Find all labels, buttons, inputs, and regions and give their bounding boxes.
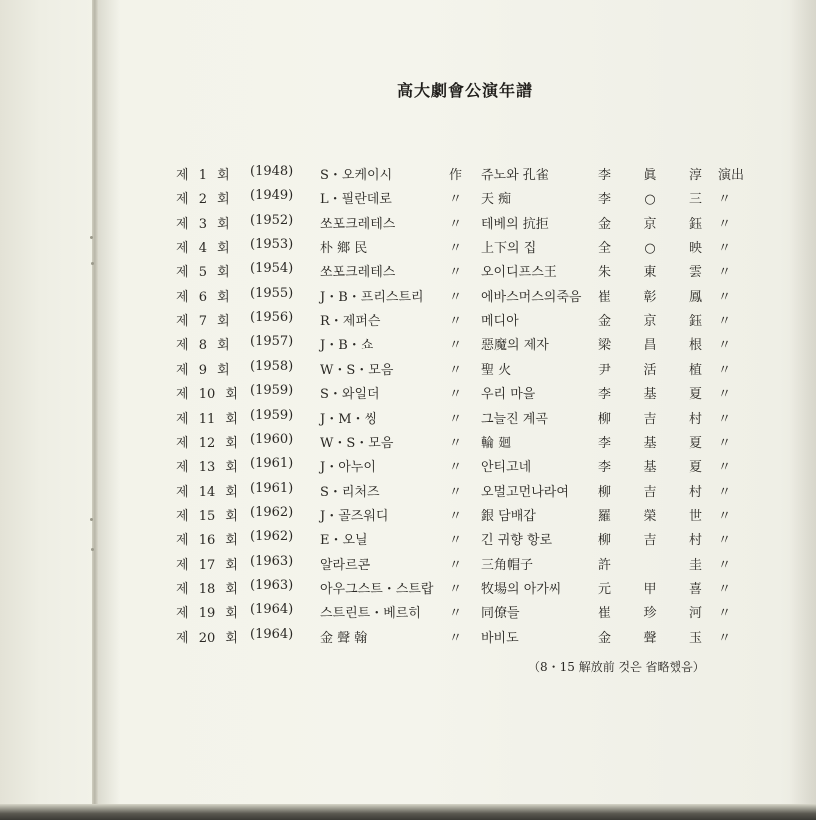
table-row (0, 286, 816, 310)
row-author: W・S・모음 (320, 362, 394, 378)
row-role: 〃 (718, 508, 732, 524)
row-role: 〃 (718, 533, 732, 549)
row-director: 李 眞 淳 (598, 168, 702, 183)
row-author: S・오케이시 (320, 168, 393, 183)
row-director: 柳 吉 村 (598, 484, 702, 500)
row-author: R・제퍼슨 (320, 314, 381, 330)
row-play-title: 輪 廻 (481, 435, 512, 451)
row-play-title: 긴 귀향 항로 (481, 533, 553, 549)
row-number: 제 3 회 (176, 216, 230, 232)
row-play-title: 牧場의 아가씨 (481, 581, 562, 597)
row-ditto-mark: 〃 (449, 362, 463, 378)
row-ditto-mark: 〃 (449, 265, 463, 281)
row-year: (1964) (250, 602, 294, 618)
row-director: 柳 吉 村 (598, 411, 702, 427)
row-year: (1961) (250, 480, 294, 496)
page-edge-bottom (0, 804, 816, 820)
row-year: (1954) (250, 261, 294, 277)
table-row (0, 578, 816, 602)
row-number: 제 15 회 (176, 508, 238, 524)
row-number: 제 13 회 (176, 460, 238, 476)
row-ditto-mark: 〃 (449, 557, 463, 573)
row-ditto-mark: 〃 (449, 630, 463, 646)
row-number: 제 9 회 (176, 362, 230, 378)
row-director: 李 ○ 三 (598, 192, 702, 208)
row-play-title: 惡魔의 제자 (481, 338, 549, 354)
row-role: 〃 (718, 265, 732, 281)
row-director: 元 甲 喜 (598, 581, 702, 597)
row-ditto-mark: 〃 (449, 435, 463, 451)
row-number: 제 12 회 (176, 435, 238, 451)
row-year: (1963) (250, 553, 294, 569)
row-role: 〃 (718, 241, 732, 257)
row-director: 許 圭 (598, 557, 702, 573)
table-row (0, 237, 816, 261)
row-ditto-mark: 〃 (449, 387, 463, 403)
row-year: (1952) (250, 212, 294, 228)
row-author: J・B・프리스트리 (320, 289, 424, 305)
row-author: J・M・씽 (320, 411, 378, 427)
row-number: 제 7 회 (176, 314, 230, 330)
table-row (0, 164, 816, 188)
row-year: (1962) (250, 504, 294, 520)
row-number: 제 8 회 (176, 338, 230, 354)
row-director: 金 京 鈺 (598, 216, 702, 232)
table-row (0, 334, 816, 358)
footnote: （8・15 解放前 것은 省略했음） (528, 660, 705, 674)
row-ditto-mark: 〃 (449, 338, 463, 354)
row-director: 梁 昌 根 (598, 338, 702, 354)
row-ditto-mark: 〃 (449, 581, 463, 597)
row-author: E・오닐 (320, 533, 368, 549)
row-author: J・아누이 (320, 460, 376, 476)
row-role: 〃 (718, 630, 732, 646)
row-director: 全 ○ 映 (598, 241, 702, 257)
row-number: 제 19 회 (176, 606, 238, 622)
row-year: (1961) (250, 456, 294, 472)
row-number: 제 6 회 (176, 289, 230, 305)
row-director: 金 聲 玉 (598, 630, 702, 646)
row-role: 〃 (718, 557, 732, 573)
row-role: 〃 (718, 435, 732, 451)
row-author: 쏘포크레테스 (320, 216, 396, 232)
row-ditto-mark: 〃 (449, 508, 463, 524)
row-director: 李 基 夏 (598, 387, 702, 403)
row-play-title: 聖 火 (481, 362, 512, 378)
table-row (0, 261, 816, 285)
row-play-title: 쥬노와 孔雀 (481, 168, 549, 183)
row-ditto-mark: 〃 (449, 606, 463, 622)
row-author: 金 聲 翰 (320, 630, 368, 646)
row-role: 〃 (718, 411, 732, 427)
row-number: 제 14 회 (176, 484, 238, 500)
row-number: 제 2 회 (176, 192, 230, 208)
table-row (0, 505, 816, 529)
row-play-title: 오멀고먼나라여 (481, 484, 569, 500)
table-row (0, 432, 816, 456)
row-ditto-mark: 〃 (449, 192, 463, 208)
row-ditto-mark: 〃 (449, 484, 463, 500)
row-ditto-mark: 〃 (449, 216, 463, 232)
row-play-title: 메디아 (481, 314, 519, 330)
table-row (0, 602, 816, 626)
row-year: (1955) (250, 285, 294, 301)
row-director: 羅 榮 世 (598, 508, 702, 524)
row-year: (1948) (250, 164, 294, 179)
table-row (0, 359, 816, 383)
row-play-title: 안티고네 (481, 460, 532, 476)
row-year: (1962) (250, 529, 294, 545)
row-number: 제 11 회 (176, 411, 238, 427)
row-year: (1957) (250, 334, 294, 350)
row-year: (1960) (250, 431, 294, 447)
row-author: J・B・쇼 (320, 338, 374, 354)
row-role: 〃 (718, 216, 732, 232)
row-author: 쏘포크레테스 (320, 265, 396, 281)
row-author: J・골즈워디 (320, 508, 389, 524)
row-number: 제 20 회 (176, 630, 238, 646)
row-number: 제 16 회 (176, 533, 238, 549)
table-row (0, 481, 816, 505)
row-author: W・S・모음 (320, 435, 394, 451)
row-director: 金 京 鈺 (598, 314, 702, 330)
row-ditto-mark: 作 (449, 168, 463, 183)
row-year: (1959) (250, 383, 294, 399)
row-ditto-mark: 〃 (449, 411, 463, 427)
page-title: 高大劇會公演年譜 (396, 81, 533, 100)
row-role: 〃 (718, 484, 732, 500)
row-play-title: 오이디프스王 (481, 265, 557, 281)
row-role: 〃 (718, 192, 732, 208)
row-play-title: 三角帽子 (481, 557, 534, 573)
row-author: S・리처즈 (320, 484, 380, 500)
row-play-title: 그늘진 계곡 (481, 411, 548, 427)
row-number: 제 17 회 (176, 557, 238, 573)
row-year: (1956) (250, 310, 294, 326)
row-number: 제 5 회 (176, 265, 230, 281)
table-row (0, 383, 816, 407)
row-role: 〃 (718, 314, 732, 330)
row-role: 〃 (718, 581, 732, 597)
row-director: 崔 珍 河 (598, 606, 702, 622)
table-row (0, 188, 816, 212)
row-play-title: 銀 담배갑 (481, 508, 536, 524)
row-author: 알라르콘 (320, 557, 371, 573)
row-number: 제 10 회 (176, 387, 238, 403)
row-ditto-mark: 〃 (449, 289, 463, 305)
row-number: 제 4 회 (176, 241, 230, 257)
row-director: 柳 吉 村 (598, 533, 702, 549)
row-director: 朱 東 雲 (598, 265, 702, 281)
table-row (0, 408, 816, 432)
row-role: 〃 (718, 362, 732, 378)
row-role: 〃 (718, 606, 732, 622)
table-row (0, 456, 816, 480)
row-year: (1959) (250, 407, 294, 423)
row-role: 〃 (718, 338, 732, 354)
row-role: 〃 (718, 460, 732, 476)
table-row (0, 554, 816, 578)
table-row (0, 310, 816, 334)
row-role: 〃 (718, 387, 732, 403)
row-play-title: 同僚들 (481, 606, 520, 622)
row-play-title: 바비도 (481, 630, 519, 646)
row-year: (1963) (250, 577, 294, 593)
row-play-title: 天 痴 (481, 192, 512, 208)
row-author: S・와일더 (320, 387, 380, 403)
row-number: 제 18 회 (176, 581, 238, 597)
row-director: 李 基 夏 (598, 460, 702, 476)
row-director: 崔 彰 鳳 (598, 289, 702, 305)
table-row (0, 213, 816, 237)
row-role: 〃 (718, 289, 732, 305)
row-director: 尹 活 植 (598, 362, 702, 378)
row-year: (1949) (250, 188, 294, 204)
row-author: 朴 鄉 民 (320, 241, 368, 257)
row-play-title: 上下의 집 (481, 241, 537, 257)
row-author: 아우그스트・스트랍 (320, 581, 434, 597)
row-director: 李 基 夏 (598, 435, 702, 451)
row-play-title: 우리 마을 (481, 387, 536, 403)
table-row (0, 529, 816, 553)
row-play-title: 테베의 抗拒 (481, 216, 549, 232)
table-row (0, 627, 816, 651)
row-play-title: 에바스머스의죽음 (481, 289, 582, 305)
row-year: (1958) (250, 358, 294, 374)
row-author: L・필란데로 (320, 192, 392, 208)
row-ditto-mark: 〃 (449, 533, 463, 549)
row-number: 제 1 회 (176, 168, 230, 183)
row-ditto-mark: 〃 (449, 314, 463, 330)
row-year: (1964) (250, 626, 294, 642)
row-ditto-mark: 〃 (449, 460, 463, 476)
row-year: (1953) (250, 237, 294, 253)
row-author: 스트린트・베르히 (320, 606, 421, 622)
row-role: 演出 (718, 168, 745, 183)
row-ditto-mark: 〃 (449, 241, 463, 257)
